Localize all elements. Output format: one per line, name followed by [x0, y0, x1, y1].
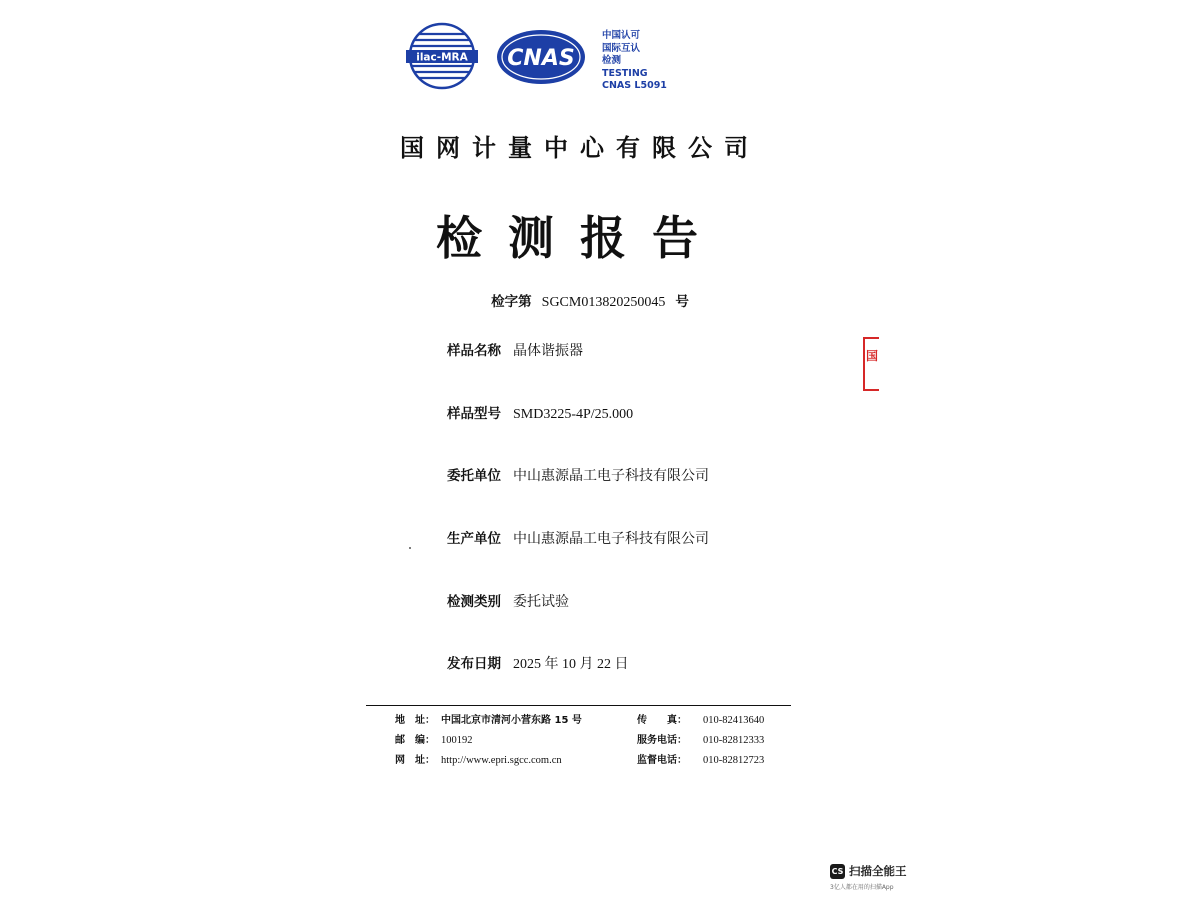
- field-value: 晶体谐振器: [513, 344, 583, 359]
- footer-supervision-phone: [637, 751, 764, 766]
- footer-service-phone: [637, 731, 764, 746]
- scanner-watermark: [830, 862, 920, 894]
- field-sample-model: [447, 402, 633, 423]
- field-sample-name: [447, 339, 583, 360]
- report-number-label: 检字第: [491, 294, 532, 310]
- cnas-line: 中国认可: [602, 30, 641, 41]
- red-seal-stamp: [863, 337, 879, 391]
- field-value: 中山惠源晶工电子科技有限公司: [513, 532, 709, 547]
- field-label: 样品型号: [447, 406, 501, 422]
- cnas-line: TESTING: [602, 67, 648, 79]
- footer-value: 010-82413640: [703, 715, 765, 726]
- field-client: [447, 464, 709, 485]
- scan-speck: [409, 547, 411, 549]
- footer-postcode: [395, 731, 473, 746]
- footer-value: 中国北京市清河小营东路 15 号: [441, 715, 582, 726]
- stamp-text: 国: [866, 349, 879, 363]
- watermark-title: 扫描全能王: [849, 864, 907, 878]
- field-label: 检测类别: [447, 594, 501, 610]
- cnas-line: 国际互认: [602, 42, 641, 54]
- report-number-value: SGCM013820250045: [541, 295, 666, 310]
- report-number-suffix: 号: [675, 294, 689, 310]
- field-value: 中山惠源晶工电子科技有限公司: [513, 469, 709, 484]
- field-issue-date: [447, 652, 629, 673]
- field-label: 生产单位: [447, 531, 501, 547]
- footer-value: 010-82812333: [703, 735, 765, 746]
- footer-divider: [366, 705, 791, 706]
- footer-website: [395, 751, 562, 766]
- cnas-accreditation-note: [602, 30, 692, 93]
- footer-fax: [637, 711, 764, 726]
- camscanner-icon: CS: [830, 864, 845, 879]
- field-test-category: [447, 590, 569, 611]
- footer-label: 地 址：: [395, 715, 435, 726]
- report-number: [390, 290, 790, 311]
- cnas-logo: [495, 28, 587, 86]
- organization-name: 国网计量中心有限公司: [400, 134, 760, 162]
- field-value: 委托试验: [513, 595, 569, 610]
- field-value: SMD3225-4P/25.000: [513, 407, 634, 422]
- footer-label: 网 址：: [395, 755, 435, 766]
- footer-website-link[interactable]: http://www.epri.sgcc.com.cn: [441, 755, 562, 766]
- footer-value: 010-82812723: [703, 755, 765, 766]
- ilac-logo-text: ilac-MRA: [416, 51, 468, 64]
- footer-label: 传 真：: [637, 715, 687, 726]
- cnas-line: 检测: [602, 55, 622, 67]
- field-label: 样品名称: [447, 343, 501, 359]
- cnas-line: CNAS L5091: [602, 80, 667, 92]
- document-title: 检测报告: [436, 211, 724, 265]
- field-label: 委托单位: [447, 468, 501, 484]
- footer-label: 服务电话：: [637, 735, 687, 746]
- field-manufacturer: [447, 527, 709, 548]
- footer-value: 100192: [441, 735, 473, 746]
- footer-address: [395, 711, 582, 726]
- ilac-mra-logo: [402, 22, 482, 90]
- watermark-subtitle: 3亿人都在用的扫描App: [830, 884, 894, 891]
- footer-label: 邮 编：: [395, 735, 435, 746]
- footer-label: 监督电话：: [637, 755, 687, 766]
- cnas-logo-text: CNAS: [507, 46, 575, 71]
- field-label: 发布日期: [447, 656, 501, 672]
- field-value: 2025 年 10 月 22 日: [513, 657, 629, 672]
